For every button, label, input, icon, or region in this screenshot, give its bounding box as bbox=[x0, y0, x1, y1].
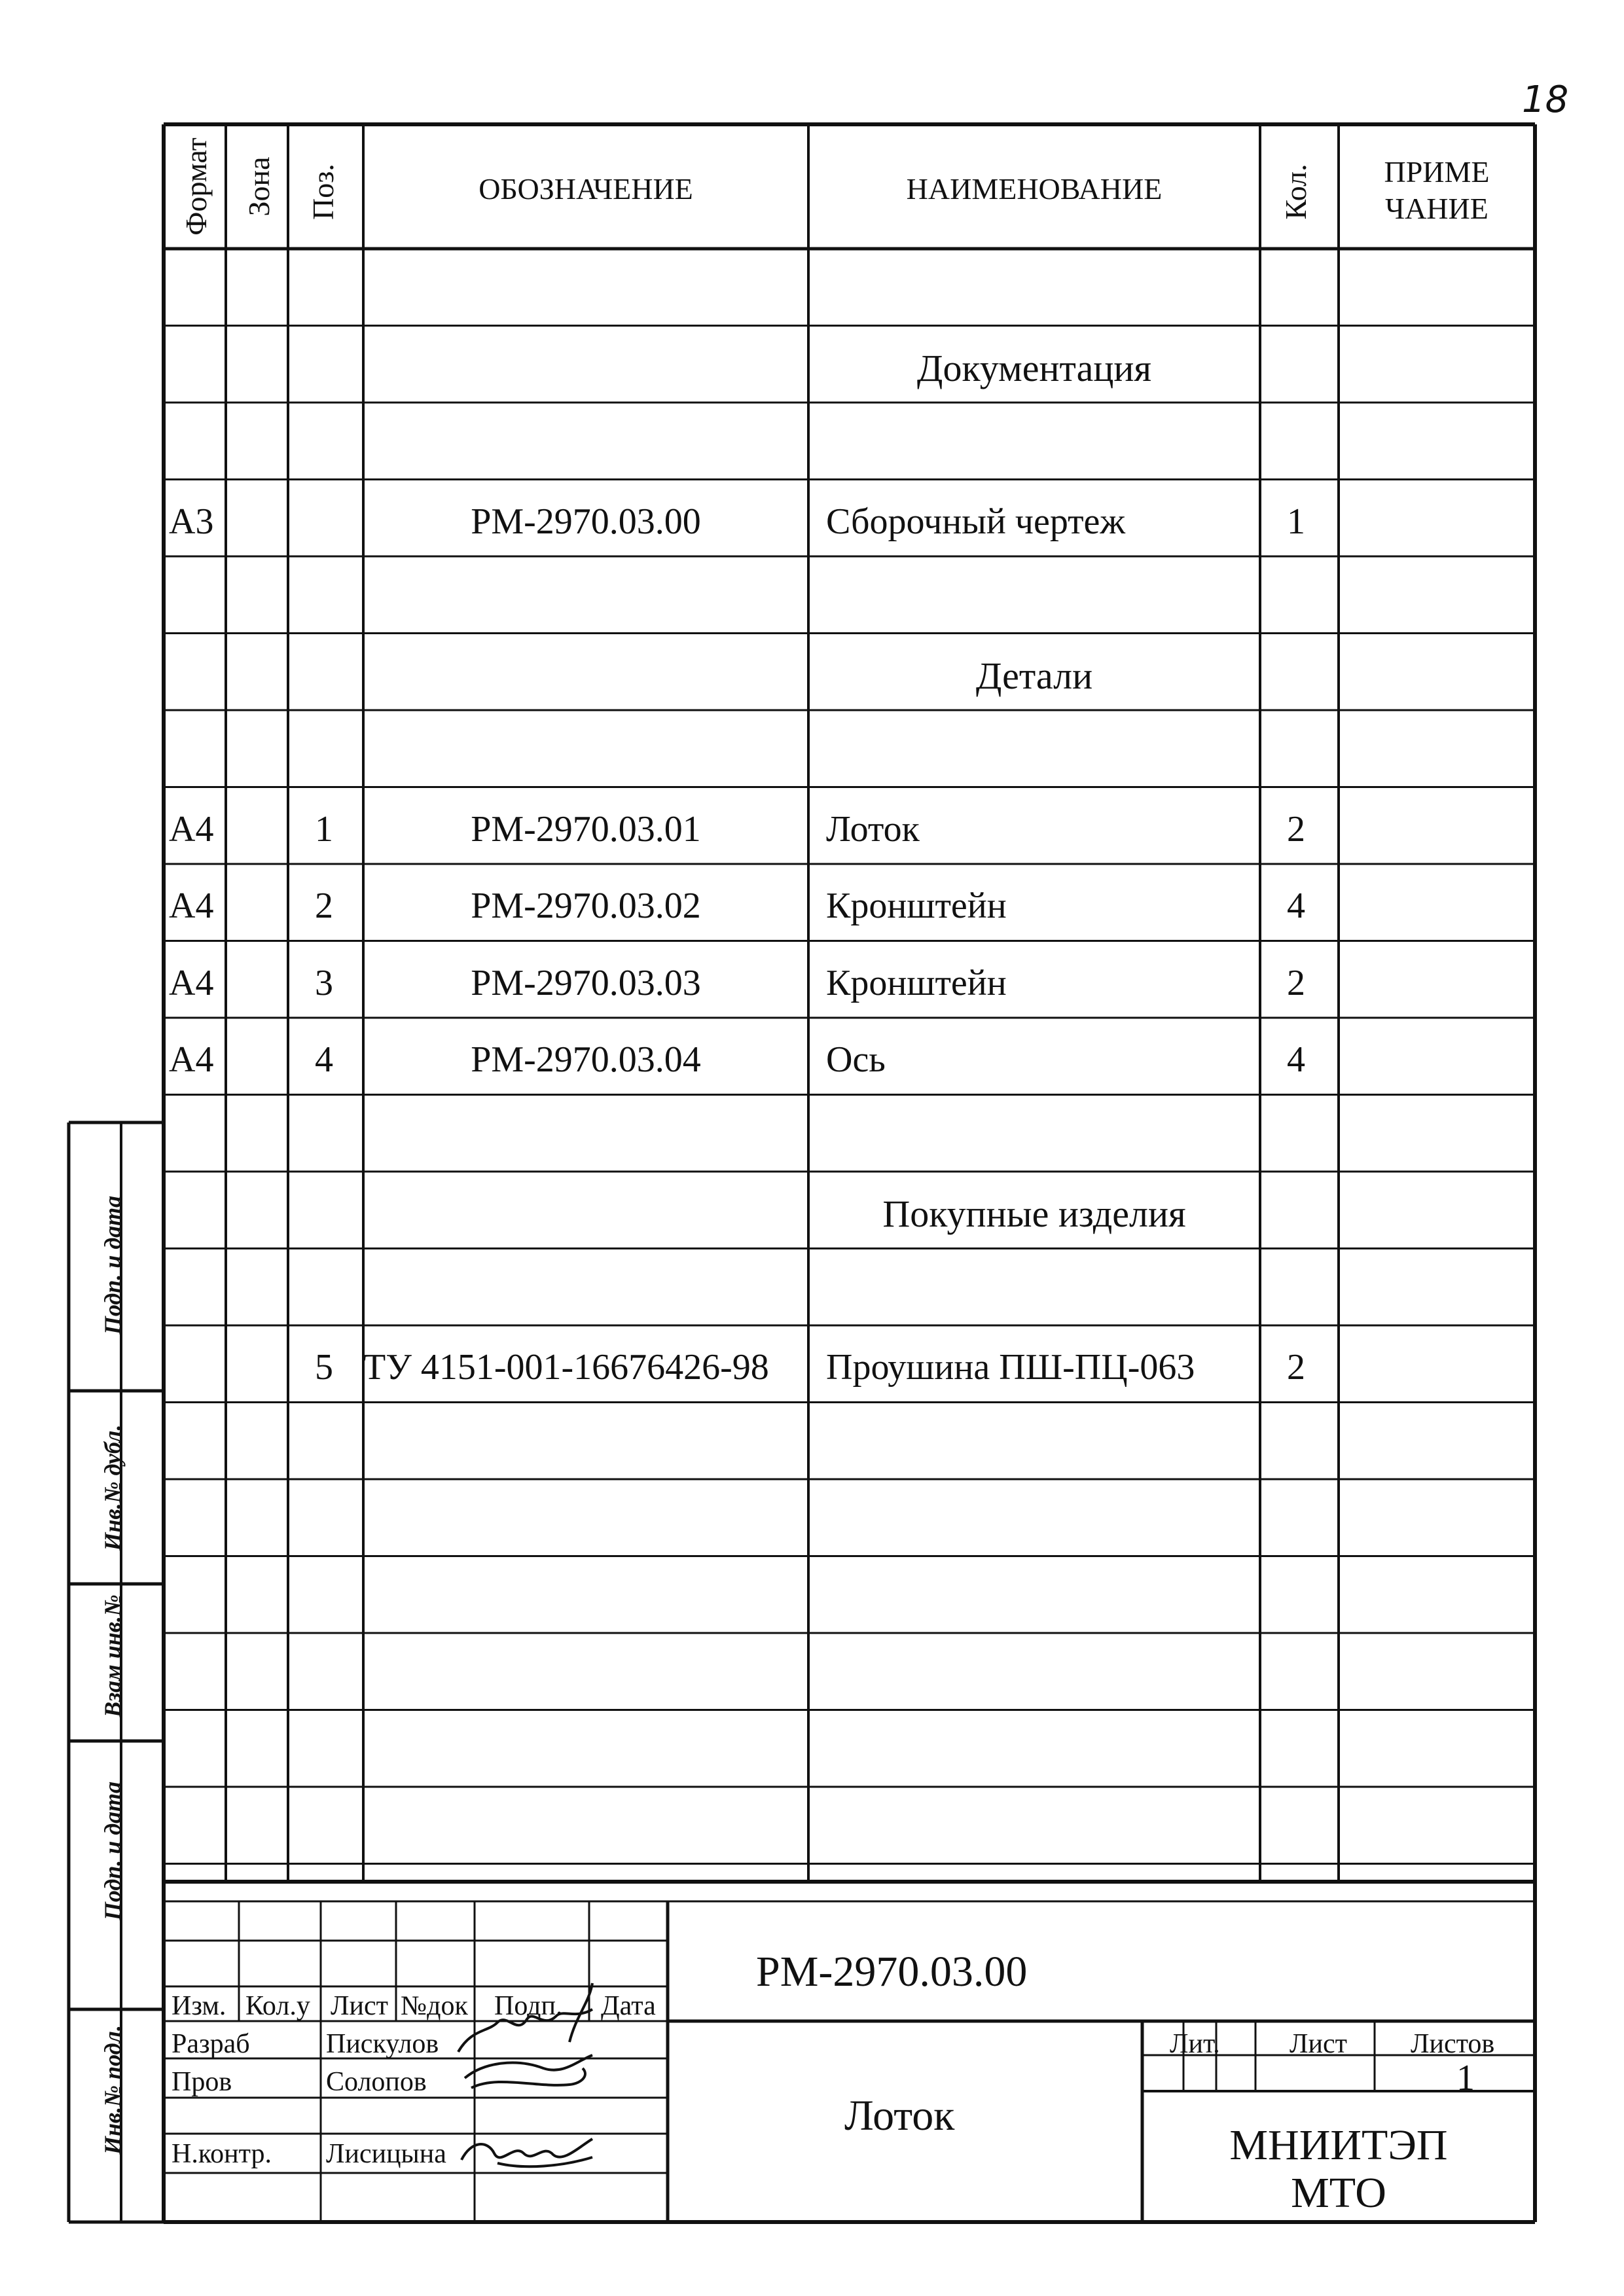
header-note-line1: ПРИМЕ bbox=[1384, 155, 1490, 188]
cell-pos: 4 bbox=[315, 1039, 333, 1080]
cell-pos: 1 bbox=[315, 808, 333, 850]
cell-name: Сборочный чертеж bbox=[826, 501, 1126, 542]
header-pos: Поз. bbox=[306, 164, 340, 220]
org-line2: МТО bbox=[1291, 2169, 1386, 2217]
list-label: Лист bbox=[1290, 2029, 1347, 2059]
prov-name: Солопов bbox=[326, 2067, 427, 2097]
header-designation: ОБОЗНАЧЕНИЕ bbox=[478, 172, 693, 206]
cell-qty: 4 bbox=[1287, 886, 1305, 926]
col-ndok: №док bbox=[401, 1991, 468, 2021]
cell-qty: 4 bbox=[1287, 1039, 1305, 1080]
cell-name: Ось bbox=[826, 1039, 886, 1080]
header-format: Формат bbox=[179, 137, 213, 236]
cell-name: Кронштейн bbox=[826, 886, 1007, 926]
lit-label: Лит. bbox=[1170, 2029, 1220, 2059]
col-kolu: Кол.у bbox=[245, 1991, 310, 2021]
cell-designation: РМ-2970.03.02 bbox=[471, 886, 701, 926]
cell-format: А4 bbox=[169, 886, 214, 926]
title-item-name: Лоток bbox=[844, 2092, 955, 2140]
side-inv-podl: Инв.№ подл. bbox=[99, 2025, 126, 2155]
page-number: 18 bbox=[1522, 79, 1569, 121]
cell-designation: РМ-2970.03.01 bbox=[471, 808, 701, 850]
side-inv-dubl: Инв.№ дубл. bbox=[99, 1424, 126, 1551]
cell-format: А4 bbox=[169, 1039, 214, 1080]
section-heading: Покупные изделия bbox=[882, 1193, 1186, 1235]
cell-name: Проушина ПШ-ПЦ-063 bbox=[826, 1347, 1195, 1388]
cell-name: Кронштейн bbox=[826, 962, 1007, 1003]
col-data: Дата bbox=[601, 1991, 656, 2021]
cell-pos: 5 bbox=[315, 1347, 333, 1388]
col-list: Лист bbox=[331, 1991, 388, 2021]
nkontr-label: Н.контр. bbox=[171, 2139, 272, 2169]
side-podp-data-bottom: Подп. и дата bbox=[99, 1781, 126, 1921]
side-vzam-inv: Взам инв.№ bbox=[99, 1594, 126, 1717]
cell-qty: 2 bbox=[1287, 808, 1305, 850]
section-heading: Документация bbox=[916, 346, 1152, 389]
cell-format: А3 bbox=[169, 501, 214, 542]
cell-pos: 2 bbox=[315, 886, 333, 926]
prov-label: Пров bbox=[171, 2067, 232, 2097]
col-podp: Подп. bbox=[494, 1991, 563, 2021]
cell-pos: 3 bbox=[315, 962, 333, 1003]
title-designation: РМ-2970.03.00 bbox=[756, 1948, 1028, 1996]
org-line1: МНИИТЭП bbox=[1229, 2121, 1448, 2169]
side-podp-data-top: Подп. и дата bbox=[99, 1195, 126, 1335]
header-qty: Кол. bbox=[1279, 164, 1312, 220]
razrab-name: Пискулов bbox=[326, 2029, 439, 2059]
cell-designation: РМ-2970.03.03 bbox=[471, 962, 701, 1003]
cell-qty: 2 bbox=[1287, 1347, 1305, 1388]
cell-name: Лоток bbox=[826, 808, 920, 850]
header-note-line2: ЧАНИЕ bbox=[1385, 192, 1489, 225]
section-heading: Детали bbox=[975, 654, 1093, 697]
col-izm: Изм. bbox=[171, 1991, 226, 2021]
listov-label: Листов bbox=[1411, 2029, 1495, 2059]
cell-designation: ТУ 4151-001-16676426-98 bbox=[363, 1347, 769, 1388]
cell-format: А4 bbox=[169, 808, 214, 850]
cell-format: А4 bbox=[169, 962, 214, 1003]
listov-value: 1 bbox=[1456, 2058, 1475, 2098]
cell-designation: РМ-2970.03.00 bbox=[471, 501, 701, 542]
nkontr-name: Лисицына bbox=[326, 2139, 446, 2169]
header-zone: Зона bbox=[242, 156, 276, 217]
cell-qty: 2 bbox=[1287, 962, 1305, 1003]
cell-designation: РМ-2970.03.04 bbox=[471, 1039, 701, 1080]
razrab-label: Разраб bbox=[171, 2029, 250, 2059]
cell-qty: 1 bbox=[1287, 501, 1305, 542]
header-name: НАИМЕНОВАНИЕ bbox=[906, 172, 1163, 206]
